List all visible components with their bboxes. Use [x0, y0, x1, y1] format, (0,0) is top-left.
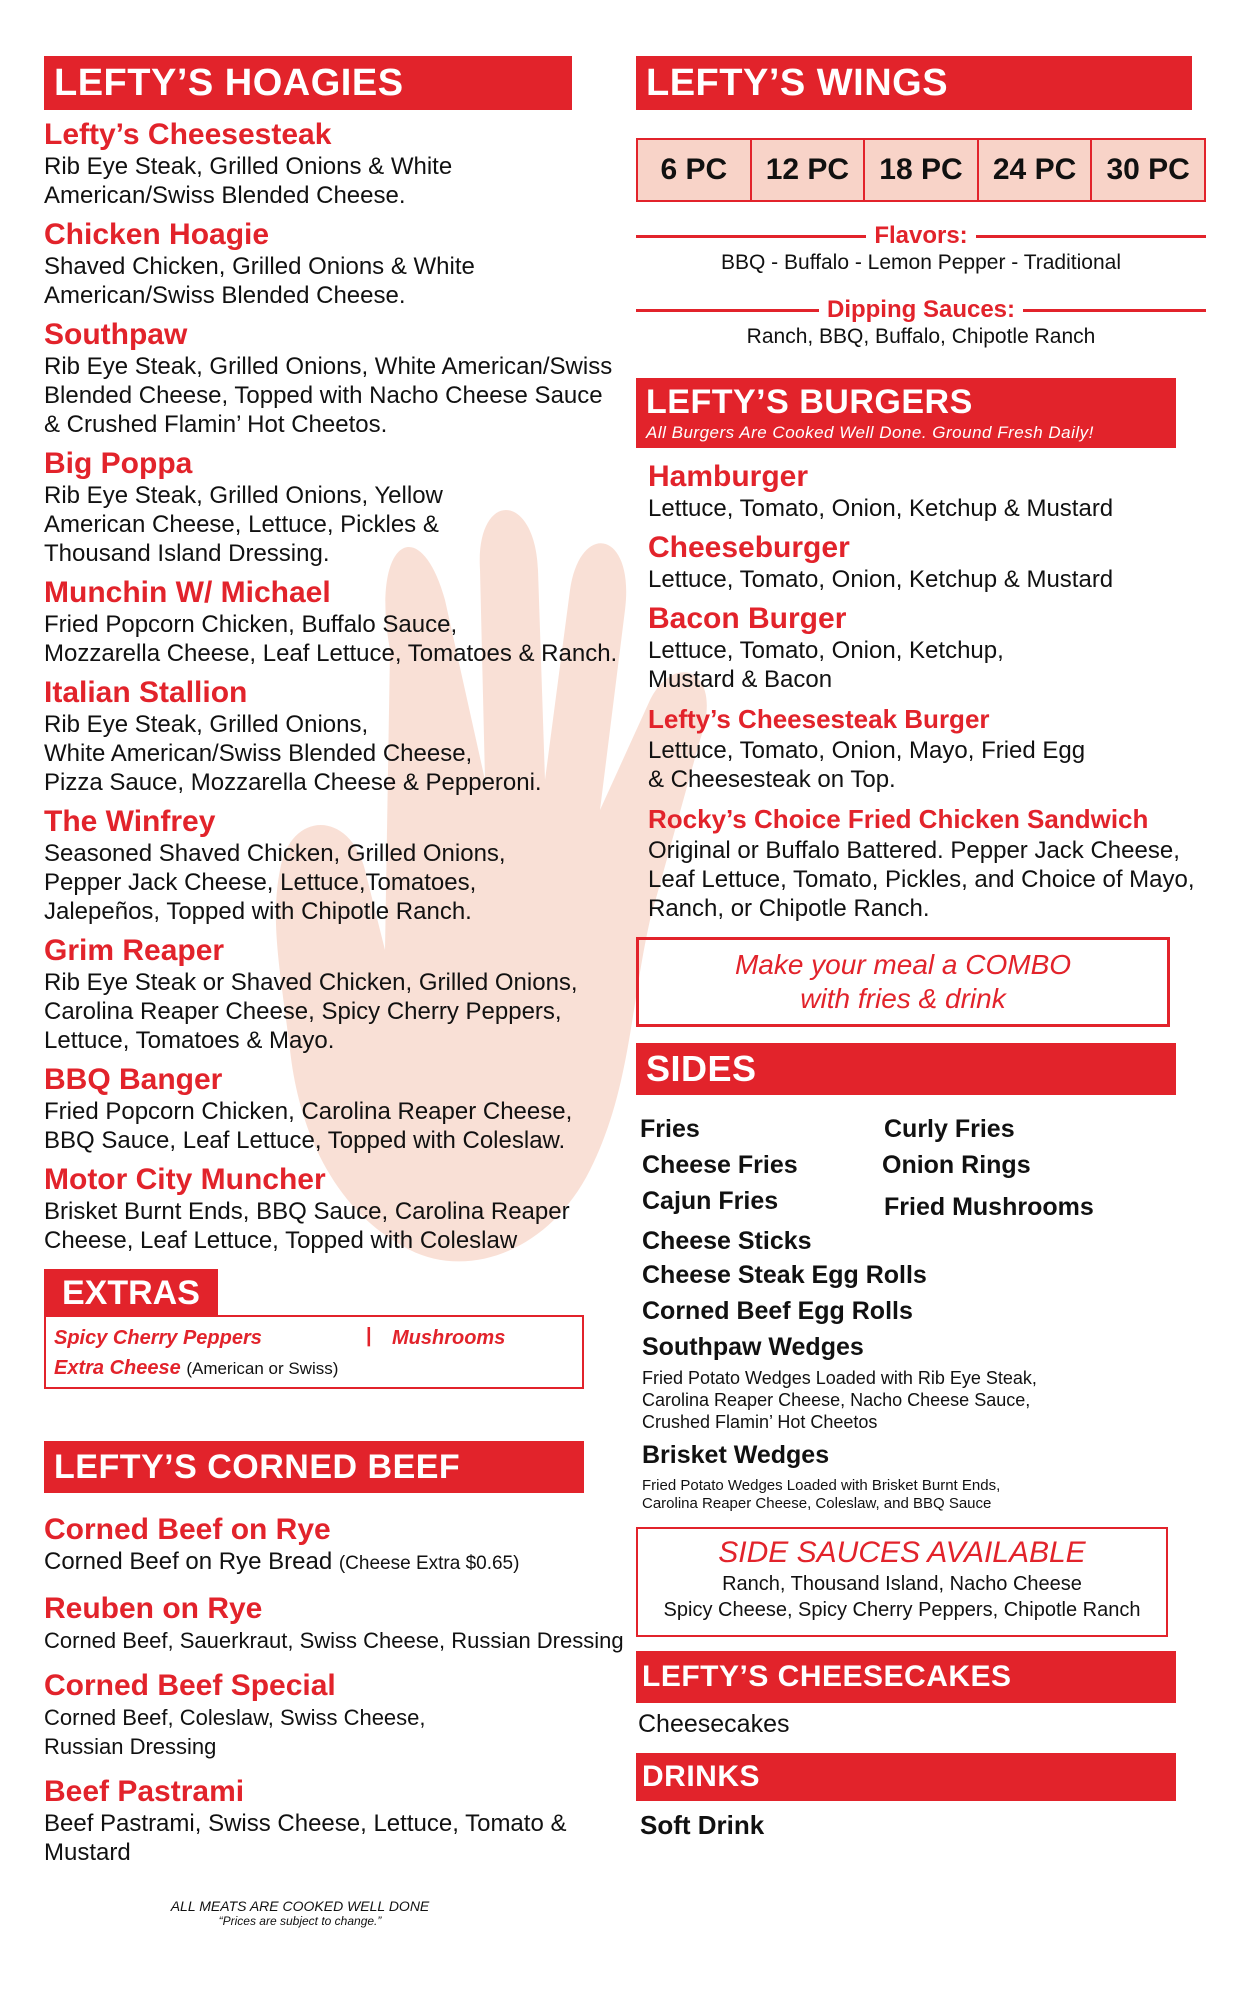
menu-item [44, 576, 634, 668]
flavors-list: BBQ - Buffalo - Lemon Pepper - Traditional [721, 251, 1121, 274]
side-sauces-line: Spicy Cheese, Spicy Cherry Peppers, Chipotle Ranch [663, 1599, 1141, 1621]
item-desc: Rib Eye Steak, Grilled Onions & White American/Swiss Blended Cheese. [44, 153, 453, 209]
side-item: Cheese Sticks [642, 1227, 812, 1255]
menu-item [44, 1513, 634, 1578]
extras-separator: | [366, 1325, 372, 1347]
item-desc: Seasoned Shaved Chicken, Grilled Onions, Pepper Jack Cheese, Lettuce,Tomatoes, Jalepeños, Topped with Chipotle Ranch. [44, 840, 506, 925]
item-desc: Rib Eye Steak, Grilled Onions, White American/Swiss Blended Cheese, Pizza Sauce, Mozzarella Cheese & Pepperoni. [44, 711, 542, 796]
side-item: Cheese Steak Egg Rolls [642, 1261, 927, 1289]
menu-item [44, 447, 634, 568]
item-name: Bacon Burger [648, 602, 847, 635]
menu-item [44, 1775, 634, 1867]
menu-item [44, 676, 634, 797]
item-desc: Rib Eye Steak, Grilled Onions, Yellow American Cheese, Lettuce, Pickles & Thousand Island Dressing. [44, 482, 443, 567]
side-item: Curly Fries [884, 1115, 1015, 1143]
menu-item [648, 460, 1206, 523]
extras-item: Mushrooms [392, 1327, 506, 1349]
wing-size: 18 PC [865, 140, 979, 200]
burgers-list [636, 460, 1206, 923]
hoagies-header: LEFTY’S HOAGIES [44, 56, 572, 110]
item-name: Corned Beef on Rye [44, 1513, 331, 1546]
burgers-subtitle: All Burgers Are Cooked Well Done. Ground Fresh Daily! [646, 423, 1094, 442]
menu-item [44, 318, 634, 439]
side-desc: Fried Potato Wedges Loaded with Brisket Burnt Ends, Carolina Reaper Cheese, Coleslaw, and BBQ Sauce [642, 1477, 1001, 1512]
item-desc: Corned Beef, Coleslaw, Swiss Cheese, Russian Dressing [44, 1705, 426, 1759]
corned-beef-header: LEFTY’S CORNED BEEF [44, 1441, 584, 1493]
extras-header: EXTRAS [44, 1269, 218, 1317]
item-desc: Lettuce, Tomato, Onion, Ketchup & Mustard [648, 566, 1114, 593]
item-name: Reuben on Rye [44, 1592, 263, 1625]
item-desc: Brisket Burnt Ends, BBQ Sauce, Carolina Reaper Cheese, Leaf Lettuce, Topped with Coleslaw [44, 1198, 570, 1254]
wing-size: 24 PC [979, 140, 1093, 200]
footnote-line: “Prices are subject to change.” [218, 1914, 382, 1928]
item-name: Beef Pastrami [44, 1775, 245, 1808]
extras-item: Spicy Cherry Peppers [54, 1327, 262, 1349]
burgers-header [636, 378, 1176, 448]
dipping-divider [636, 296, 1206, 324]
item-desc: Fried Popcorn Chicken, Carolina Reaper Cheese, BBQ Sauce, Leaf Lettuce, Topped with Coleslaw. [44, 1098, 573, 1154]
extras-section [44, 1269, 634, 1389]
dipping-label: Dipping Sauces: [826, 296, 1016, 323]
side-item: Southpaw Wedges [642, 1333, 864, 1361]
combo-line: with fries & drink [800, 983, 1006, 1014]
extras-item: Extra Cheese [54, 1357, 181, 1379]
item-name: Lefty’s Cheesesteak [44, 118, 332, 151]
combo-line: Make your meal a COMBO [734, 949, 1072, 980]
item-desc: Corned Beef on Rye Bread (Cheese Extra $0.65) [44, 1548, 520, 1575]
item-desc: Lettuce, Tomato, Onion, Ketchup & Mustard [648, 495, 1114, 522]
corned-beef-section [44, 1441, 634, 1867]
menu-item [44, 934, 634, 1055]
menu-item [44, 1592, 634, 1655]
wings-header: LEFTY’S WINGS [636, 56, 1192, 110]
flavors-divider [636, 222, 1206, 250]
wing-sizes [636, 138, 1206, 202]
cheesecakes-header: LEFTY’S CHEESECAKES [636, 1651, 1176, 1703]
item-name: Cheeseburger [648, 531, 850, 564]
side-sauces-box [636, 1527, 1168, 1637]
menu-item [44, 1669, 634, 1761]
item-name: Big Poppa [44, 447, 193, 480]
item-desc: Fried Popcorn Chicken, Buffalo Sauce, Mozzarella Cheese, Leaf Lettuce, Tomatoes & Ranch. [44, 611, 618, 667]
footnote [150, 1898, 450, 1928]
menu-item [44, 1163, 634, 1255]
side-item: Fried Mushrooms [884, 1193, 1094, 1221]
item-name: Grim Reaper [44, 934, 225, 967]
item-name: Motor City Muncher [44, 1163, 326, 1196]
side-item: Corned Beef Egg Rolls [642, 1297, 913, 1325]
item-desc: Shaved Chicken, Grilled Onions & White American/Swiss Blended Cheese. [44, 253, 475, 309]
cheesecakes-item: Cheesecakes [638, 1710, 790, 1738]
footnote-line: ALL MEATS ARE COOKED WELL DONE [170, 1898, 430, 1914]
item-name: Hamburger [648, 460, 809, 493]
drinks-item: Soft Drink [640, 1810, 765, 1840]
menu-item [44, 218, 634, 310]
flavors-label: Flavors: [874, 222, 968, 249]
item-name: The Winfrey [44, 805, 216, 838]
side-item: Cheese Fries [642, 1151, 798, 1179]
item-name: Rocky’s Choice Fried Chicken Sandwich [648, 804, 1149, 834]
item-name: Italian Stallion [44, 676, 248, 709]
item-desc: Lettuce, Tomato, Onion, Ketchup, Mustard & Bacon [648, 637, 1004, 693]
item-desc: Lettuce, Tomato, Onion, Mayo, Fried Egg & Cheesesteak on Top. [648, 737, 1086, 793]
item-desc: Corned Beef, Sauerkraut, Swiss Cheese, Russian Dressing [44, 1628, 624, 1653]
side-item: Onion Rings [882, 1151, 1031, 1179]
item-desc: Beef Pastrami, Swiss Cheese, Lettuce, Tomato & Mustard [44, 1810, 567, 1866]
menu-item [44, 1063, 634, 1155]
item-desc: Rib Eye Steak, Grilled Onions, White American/Swiss Blended Cheese, Topped with Nacho Cheese Sauce & Crushed Flamin’ Hot Cheetos. [44, 353, 613, 438]
right-column [636, 56, 1206, 1843]
side-desc: Fried Potato Wedges Loaded with Rib Eye Steak, Carolina Reaper Cheese, Nacho Cheese Sauce, Crushed Flamin’ Hot Cheetos [642, 1368, 1037, 1432]
side-sauces-line: Ranch, Thousand Island, Nacho Cheese [722, 1573, 1082, 1595]
side-item: Brisket Wedges [642, 1441, 830, 1469]
item-name: Chicken Hoagie [44, 218, 270, 251]
menu-item [648, 602, 1206, 694]
sides-list [636, 1107, 1206, 1497]
left-column [44, 56, 634, 1875]
drinks-header: DRINKS [636, 1753, 1176, 1801]
side-item: Fries [640, 1115, 700, 1143]
wing-size: 12 PC [752, 140, 866, 200]
wing-size: 30 PC [1106, 153, 1190, 186]
item-desc: Rib Eye Steak or Shaved Chicken, Grilled Onions, Carolina Reaper Cheese, Spicy Cherry Peppers, Lettuce, Tomatoes & Mayo. [44, 969, 578, 1054]
dipping-list: Ranch, BBQ, Buffalo, Chipotle Ranch [746, 325, 1096, 348]
item-name: Corned Beef Special [44, 1669, 336, 1702]
menu-item [648, 802, 1206, 923]
menu-item [648, 531, 1206, 594]
sides-header: SIDES [636, 1043, 1176, 1095]
combo-box [636, 937, 1170, 1027]
side-item: Cajun Fries [642, 1187, 779, 1215]
item-name: Munchin W/ Michael [44, 576, 331, 609]
menu-item [44, 805, 634, 926]
extras-box [44, 1315, 584, 1389]
item-name: Lefty’s Cheesesteak Burger [648, 704, 990, 734]
side-sauces-title: SIDE SAUCES AVAILABLE [718, 1536, 1086, 1569]
burgers-title: LEFTY’S BURGERS [646, 383, 973, 421]
menu-item [648, 702, 1206, 794]
item-name: BBQ Banger [44, 1063, 223, 1096]
wing-size: 6 PC [638, 140, 752, 200]
item-desc: Original or Buffalo Battered. Pepper Jack Cheese, Leaf Lettuce, Tomato, Pickles, and Choice of Mayo, Ranch, or Chipotle Ranch. [648, 837, 1195, 922]
extras-note: (American or Swiss) [186, 1359, 339, 1378]
menu-item [44, 118, 634, 210]
hoagies-list [44, 118, 634, 1255]
item-name: Southpaw [44, 318, 188, 351]
